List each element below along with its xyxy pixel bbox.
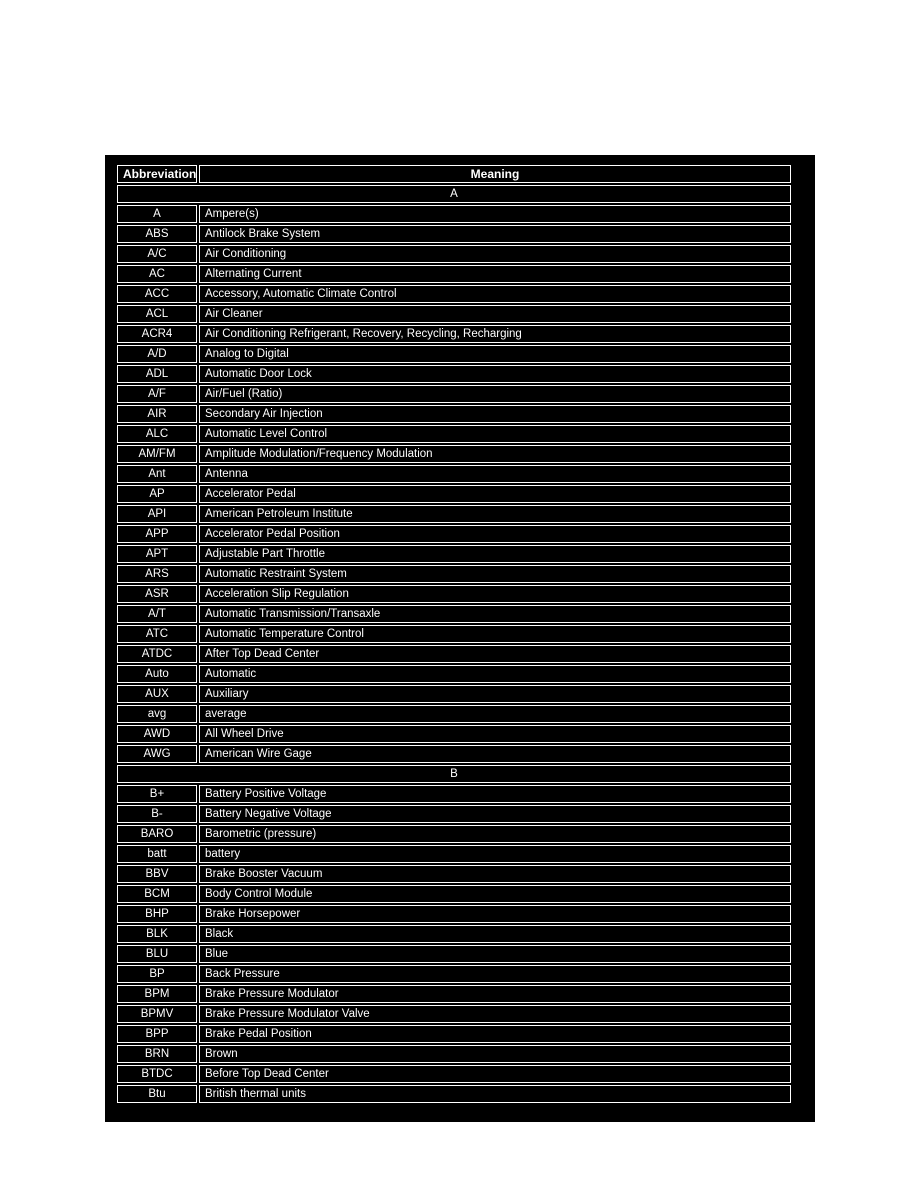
meaning-cell: Acceleration Slip Regulation <box>199 585 791 603</box>
abbreviation-cell: ASR <box>117 585 197 603</box>
table-row <box>117 305 791 323</box>
meaning-cell: battery <box>199 845 791 863</box>
table-row <box>117 385 791 403</box>
abbreviation-cell: BLK <box>117 925 197 943</box>
table-row <box>117 925 791 943</box>
table-row <box>117 465 791 483</box>
abbreviation-cell: A/F <box>117 385 197 403</box>
abbreviation-cell: batt <box>117 845 197 863</box>
section-row <box>117 185 791 203</box>
abbreviation-cell: AWD <box>117 725 197 743</box>
abbreviation-cell: APT <box>117 545 197 563</box>
table-row <box>117 1025 791 1043</box>
table-row <box>117 245 791 263</box>
meaning-cell: Body Control Module <box>199 885 791 903</box>
table-row <box>117 485 791 503</box>
meaning-cell: Battery Negative Voltage <box>199 805 791 823</box>
abbreviation-table <box>115 163 793 1105</box>
abbreviation-cell: BLU <box>117 945 197 963</box>
abbreviation-cell: ARS <box>117 565 197 583</box>
meaning-cell: Air Conditioning Refrigerant, Recovery, Recycling, Recharging <box>199 325 791 343</box>
abbreviation-cell: APP <box>117 525 197 543</box>
abbreviation-cell: BCM <box>117 885 197 903</box>
table-row <box>117 685 791 703</box>
abbreviation-cell: BARO <box>117 825 197 843</box>
table-row <box>117 725 791 743</box>
table-row <box>117 545 791 563</box>
meaning-column-header: Meaning <box>199 165 791 183</box>
meaning-cell: Brake Horsepower <box>199 905 791 923</box>
table-row <box>117 785 791 803</box>
table-row <box>117 345 791 363</box>
table-row <box>117 885 791 903</box>
table-row <box>117 845 791 863</box>
meaning-cell: Antilock Brake System <box>199 225 791 243</box>
abbreviation-cell: A/D <box>117 345 197 363</box>
abbreviation-cell: BP <box>117 965 197 983</box>
table-row <box>117 525 791 543</box>
table-row <box>117 1085 791 1103</box>
meaning-cell: Back Pressure <box>199 965 791 983</box>
table-row <box>117 1045 791 1063</box>
abbreviation-cell: AWG <box>117 745 197 763</box>
header-row <box>117 165 791 183</box>
table-row <box>117 645 791 663</box>
meaning-cell: Alternating Current <box>199 265 791 283</box>
table-row <box>117 325 791 343</box>
table-row <box>117 945 791 963</box>
abbreviation-cell: Auto <box>117 665 197 683</box>
abbreviation-cell: ACL <box>117 305 197 323</box>
table-row <box>117 285 791 303</box>
abbreviation-cell: BBV <box>117 865 197 883</box>
meaning-cell: Brake Pedal Position <box>199 1025 791 1043</box>
meaning-cell: British thermal units <box>199 1085 791 1103</box>
meaning-cell: American Wire Gage <box>199 745 791 763</box>
abbreviation-cell: Ant <box>117 465 197 483</box>
table-row <box>117 965 791 983</box>
table-row <box>117 205 791 223</box>
table-row <box>117 825 791 843</box>
abbreviation-cell: ACR4 <box>117 325 197 343</box>
table-row <box>117 705 791 723</box>
meaning-cell: Analog to Digital <box>199 345 791 363</box>
meaning-cell: Air/Fuel (Ratio) <box>199 385 791 403</box>
meaning-cell: Auxiliary <box>199 685 791 703</box>
meaning-cell: Air Conditioning <box>199 245 791 263</box>
meaning-cell: Automatic Temperature Control <box>199 625 791 643</box>
abbreviation-cell: A/C <box>117 245 197 263</box>
table-body <box>117 185 791 1103</box>
abbreviation-cell: API <box>117 505 197 523</box>
abbreviation-cell: ATDC <box>117 645 197 663</box>
meaning-cell: Brake Booster Vacuum <box>199 865 791 883</box>
meaning-cell: Secondary Air Injection <box>199 405 791 423</box>
table-row <box>117 225 791 243</box>
table-row <box>117 445 791 463</box>
abbreviation-cell: Btu <box>117 1085 197 1103</box>
table-row <box>117 565 791 583</box>
abbreviation-cell: B- <box>117 805 197 823</box>
abbreviation-cell: ABS <box>117 225 197 243</box>
table-row <box>117 585 791 603</box>
meaning-cell: Brake Pressure Modulator <box>199 985 791 1003</box>
abbreviation-cell: BRN <box>117 1045 197 1063</box>
meaning-cell: All Wheel Drive <box>199 725 791 743</box>
meaning-cell: Automatic <box>199 665 791 683</box>
table-row <box>117 405 791 423</box>
abbreviation-cell: BTDC <box>117 1065 197 1083</box>
abbreviation-cell: BPM <box>117 985 197 1003</box>
section-letter: B <box>117 765 791 783</box>
meaning-cell: American Petroleum Institute <box>199 505 791 523</box>
table-row <box>117 665 791 683</box>
meaning-cell: Blue <box>199 945 791 963</box>
meaning-cell: Accelerator Pedal <box>199 485 791 503</box>
section-row <box>117 765 791 783</box>
abbreviation-cell: BPP <box>117 1025 197 1043</box>
abbreviation-cell: AC <box>117 265 197 283</box>
meaning-cell: Air Cleaner <box>199 305 791 323</box>
abbreviation-cell: A/T <box>117 605 197 623</box>
table-row <box>117 1005 791 1023</box>
meaning-cell: Automatic Door Lock <box>199 365 791 383</box>
meaning-cell: Barometric (pressure) <box>199 825 791 843</box>
table-row <box>117 625 791 643</box>
abbreviation-cell: BPMV <box>117 1005 197 1023</box>
table-row <box>117 265 791 283</box>
table-row <box>117 605 791 623</box>
meaning-cell: Black <box>199 925 791 943</box>
section-letter: A <box>117 185 791 203</box>
abbreviation-cell: AUX <box>117 685 197 703</box>
table-row <box>117 1065 791 1083</box>
abbreviation-cell: AM/FM <box>117 445 197 463</box>
abbreviation-cell: avg <box>117 705 197 723</box>
abbreviation-cell: A <box>117 205 197 223</box>
table-row <box>117 505 791 523</box>
meaning-cell: Ampere(s) <box>199 205 791 223</box>
meaning-cell: Before Top Dead Center <box>199 1065 791 1083</box>
table-row <box>117 805 791 823</box>
meaning-cell: Antenna <box>199 465 791 483</box>
abbreviation-cell: B+ <box>117 785 197 803</box>
meaning-cell: Brown <box>199 1045 791 1063</box>
table-row <box>117 425 791 443</box>
meaning-cell: Battery Positive Voltage <box>199 785 791 803</box>
table-row <box>117 365 791 383</box>
abbreviation-cell: ADL <box>117 365 197 383</box>
abbreviation-cell: AP <box>117 485 197 503</box>
table-row <box>117 985 791 1003</box>
meaning-cell: After Top Dead Center <box>199 645 791 663</box>
meaning-cell: Accelerator Pedal Position <box>199 525 791 543</box>
abbreviation-cell: BHP <box>117 905 197 923</box>
meaning-cell: Automatic Restraint System <box>199 565 791 583</box>
meaning-cell: Accessory, Automatic Climate Control <box>199 285 791 303</box>
abbreviation-cell: ATC <box>117 625 197 643</box>
table-row <box>117 905 791 923</box>
meaning-cell: average <box>199 705 791 723</box>
meaning-cell: Automatic Transmission/Transaxle <box>199 605 791 623</box>
abbreviation-table-panel <box>105 155 815 1122</box>
abbreviation-cell: ACC <box>117 285 197 303</box>
abbreviation-column-header: Abbreviation <box>117 165 197 183</box>
meaning-cell: Adjustable Part Throttle <box>199 545 791 563</box>
meaning-cell: Amplitude Modulation/Frequency Modulation <box>199 445 791 463</box>
table-row <box>117 745 791 763</box>
meaning-cell: Automatic Level Control <box>199 425 791 443</box>
abbreviation-cell: ALC <box>117 425 197 443</box>
meaning-cell: Brake Pressure Modulator Valve <box>199 1005 791 1023</box>
table-row <box>117 865 791 883</box>
abbreviation-cell: AIR <box>117 405 197 423</box>
